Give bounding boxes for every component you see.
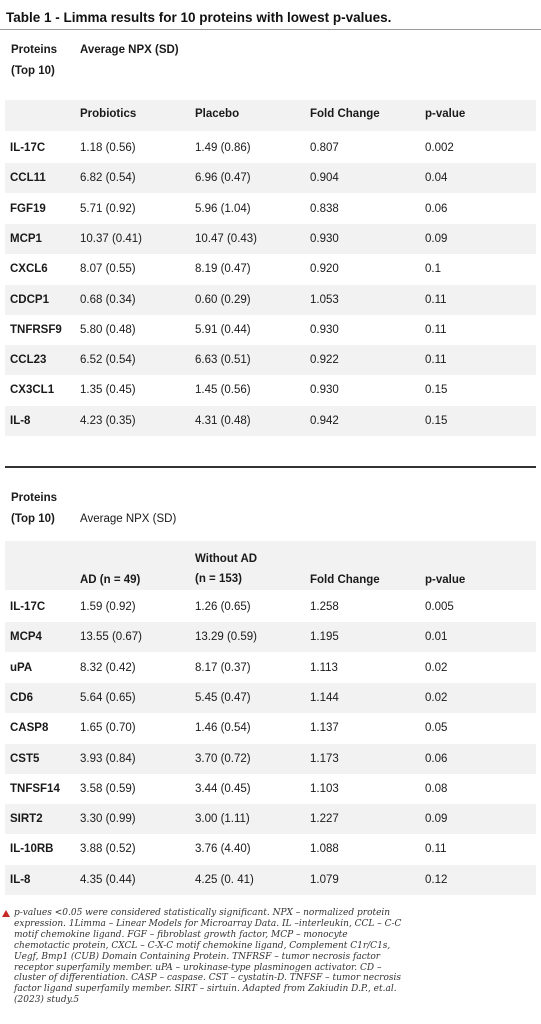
cell-p-value: 0.15 bbox=[425, 384, 448, 397]
table-row bbox=[5, 622, 536, 652]
protein-name: uPA bbox=[10, 661, 33, 674]
cell-group-a: 1.18 (0.56) bbox=[80, 142, 136, 154]
cell-fold-change: 0.930 bbox=[310, 384, 339, 397]
cell-p-value: 0.06 bbox=[425, 202, 448, 215]
table-row bbox=[5, 285, 536, 315]
cell-fold-change: 1.258 bbox=[310, 601, 339, 613]
cell-group-b: 4.31 (0.48) bbox=[195, 414, 251, 427]
protein-name: TNFRSF9 bbox=[10, 323, 62, 336]
cell-p-value: 0.12 bbox=[425, 873, 448, 886]
table-row bbox=[5, 163, 536, 193]
protein-name: MCP1 bbox=[10, 232, 42, 245]
cell-group-b: 6.96 (0.47) bbox=[195, 172, 251, 185]
cell-group-b: 5.91 (0.44) bbox=[195, 323, 251, 336]
table-row bbox=[5, 254, 536, 284]
cell-fold-change: 1.103 bbox=[310, 782, 339, 795]
table2-column-header bbox=[5, 541, 536, 590]
cell-p-value: 0.11 bbox=[425, 293, 447, 306]
protein-name: CCL11 bbox=[10, 172, 46, 185]
column-header: Without AD bbox=[195, 553, 258, 565]
cell-p-value: 0.05 bbox=[425, 722, 448, 735]
column-header: Fold Change bbox=[310, 574, 380, 586]
protein-name: CXCL6 bbox=[10, 263, 48, 276]
column-header: AD (n = 49) bbox=[80, 574, 141, 586]
table-row bbox=[5, 592, 536, 622]
cell-group-a: 1.65 (0.70) bbox=[80, 722, 136, 735]
cell-p-value: 0.11 bbox=[425, 323, 447, 336]
protein-name: MCP4 bbox=[10, 631, 42, 644]
table1-proteins-label: Proteins bbox=[11, 44, 58, 56]
table-row bbox=[5, 653, 536, 683]
protein-name: CST5 bbox=[10, 752, 40, 765]
cell-p-value: 0.09 bbox=[425, 813, 448, 826]
table-row bbox=[5, 224, 536, 254]
cell-p-value: 0.02 bbox=[425, 661, 448, 674]
cell-fold-change: 1.053 bbox=[310, 293, 339, 306]
cell-group-b: 10.47 (0.43) bbox=[195, 232, 258, 245]
cell-fold-change: 1.227 bbox=[310, 813, 339, 826]
footnote: p-values <0.05 were considered statistically significant. NPX – normalized protein expression. 1Limma – Linear Models for Microarray Data. IL –interleukin, CCL – C-C motif chemokine ligand. FGF – fibroblast growth factor, MCP – monocyte chemotactic protein, CXCL – C-X-C motif chemokine ligand, Complement C1r/C1s, Uegf, Bmp1 (CUB) Domain Containing Protein. TNFRSF – tumor necrosis factor receptor superfamily member. uPA – urokinase-type plasminogen activator. CD – cluster of differentiation. CASP – caspase. CST – cystatin-D. TNFSF – tumor necrosis factor ligand superfamily member. SIRT – sirtuin. Adapted from Zakiudin D.P., et.al. (2023) study.5 bbox=[14, 908, 402, 1006]
cell-group-b: 0.60 (0.29) bbox=[195, 293, 251, 306]
cell-group-a: 3.93 (0.84) bbox=[80, 752, 136, 765]
cell-group-b: 13.29 (0.59) bbox=[195, 631, 258, 644]
cell-group-a: 6.82 (0.54) bbox=[80, 172, 136, 185]
cell-group-a: 3.30 (0.99) bbox=[80, 813, 136, 826]
cell-p-value: 0.002 bbox=[425, 142, 454, 154]
cell-p-value: 0.11 bbox=[425, 354, 447, 367]
cell-group-a: 13.55 (0.67) bbox=[80, 631, 143, 644]
table1-column-header bbox=[5, 100, 536, 131]
table-row bbox=[5, 744, 536, 774]
table-row bbox=[5, 804, 536, 834]
protein-name: CASP8 bbox=[10, 722, 49, 735]
cell-group-a: 8.07 (0.55) bbox=[80, 263, 136, 276]
cell-group-a: 0.68 (0.34) bbox=[80, 293, 136, 306]
cell-fold-change: 1.137 bbox=[310, 722, 339, 735]
table-row bbox=[5, 713, 536, 743]
cell-group-b: 1.45 (0.56) bbox=[195, 384, 251, 397]
cell-group-b: 3.00 (1.11) bbox=[195, 813, 250, 826]
protein-name: FGF19 bbox=[10, 202, 46, 215]
cell-group-b: 3.76 (4.40) bbox=[195, 843, 251, 856]
cell-group-b: 3.70 (0.72) bbox=[195, 752, 251, 765]
cell-fold-change: 0.920 bbox=[310, 263, 339, 276]
protein-name: CD6 bbox=[10, 691, 34, 704]
cell-group-b: 8.19 (0.47) bbox=[195, 263, 251, 276]
cell-group-b: 1.49 (0.86) bbox=[195, 142, 251, 154]
cell-group-a: 3.58 (0.59) bbox=[80, 782, 136, 795]
column-header: Probiotics bbox=[80, 108, 137, 120]
cell-group-a: 1.35 (0.45) bbox=[80, 384, 136, 397]
cell-p-value: 0.08 bbox=[425, 782, 448, 795]
warning-triangle-icon bbox=[2, 910, 10, 917]
cell-fold-change: 0.930 bbox=[310, 323, 339, 336]
cell-fold-change: 0.904 bbox=[310, 172, 339, 185]
cell-group-a: 4.23 (0.35) bbox=[80, 414, 136, 427]
cell-group-a: 5.71 (0.92) bbox=[80, 202, 136, 215]
cell-group-a: 1.59 (0.92) bbox=[80, 601, 136, 613]
cell-group-b: 1.26 (0.65) bbox=[195, 601, 251, 613]
section-divider bbox=[5, 466, 536, 468]
table-row bbox=[5, 375, 536, 405]
cell-fold-change: 1.079 bbox=[310, 873, 339, 886]
cell-group-b: 4.25 (0. 41) bbox=[195, 873, 254, 886]
table-row bbox=[5, 406, 536, 436]
protein-name: CDCP1 bbox=[10, 293, 49, 306]
cell-fold-change: 0.838 bbox=[310, 202, 339, 215]
protein-name: SIRT2 bbox=[10, 813, 43, 826]
cell-p-value: 0.11 bbox=[425, 843, 447, 856]
cell-p-value: 0.09 bbox=[425, 232, 448, 245]
cell-group-b: 6.63 (0.51) bbox=[195, 354, 251, 367]
cell-group-a: 3.88 (0.52) bbox=[80, 843, 136, 856]
cell-p-value: 0.06 bbox=[425, 752, 448, 765]
cell-fold-change: 1.195 bbox=[310, 631, 339, 644]
column-header: (n = 153) bbox=[195, 573, 242, 585]
cell-group-a: 6.52 (0.54) bbox=[80, 354, 136, 367]
cell-p-value: 0.02 bbox=[425, 691, 448, 704]
cell-fold-change: 0.922 bbox=[310, 354, 339, 367]
cell-p-value: 0.15 bbox=[425, 414, 448, 427]
cell-group-a: 5.80 (0.48) bbox=[80, 323, 136, 336]
cell-fold-change: 0.930 bbox=[310, 232, 339, 245]
table-row bbox=[5, 194, 536, 224]
cell-group-b: 5.96 (1.04) bbox=[195, 202, 251, 215]
cell-fold-change: 0.807 bbox=[310, 142, 339, 154]
protein-name: IL-10RB bbox=[10, 843, 54, 856]
cell-group-a: 8.32 (0.42) bbox=[80, 661, 136, 674]
table2-top10-label: (Top 10) bbox=[11, 513, 55, 525]
title-divider bbox=[0, 29, 541, 30]
cell-p-value: 0.1 bbox=[425, 263, 441, 276]
protein-name: IL-17C bbox=[10, 601, 46, 613]
table-row bbox=[5, 133, 536, 163]
cell-p-value: 0.01 bbox=[425, 631, 448, 644]
cell-fold-change: 0.942 bbox=[310, 414, 339, 427]
cell-fold-change: 1.173 bbox=[310, 752, 339, 765]
column-header: Placebo bbox=[195, 108, 240, 120]
table-row bbox=[5, 315, 536, 345]
column-header: Fold Change bbox=[310, 108, 380, 120]
cell-group-a: 4.35 (0.44) bbox=[80, 873, 136, 886]
table-row bbox=[5, 865, 536, 895]
protein-name: IL-8 bbox=[10, 873, 31, 886]
cell-fold-change: 1.113 bbox=[310, 661, 338, 674]
protein-name: CX3CL1 bbox=[10, 384, 55, 397]
protein-name: IL-17C bbox=[10, 142, 46, 154]
cell-p-value: 0.04 bbox=[425, 172, 448, 185]
cell-group-b: 8.17 (0.37) bbox=[195, 661, 251, 674]
table2-group-header: Average NPX (SD) bbox=[80, 513, 177, 525]
cell-group-b: 3.44 (0.45) bbox=[195, 782, 251, 795]
table-row bbox=[5, 774, 536, 804]
table-title: Table 1 - Limma results for 10 proteins with lowest p-values. bbox=[6, 10, 392, 25]
cell-fold-change: 1.088 bbox=[310, 843, 339, 856]
protein-name: TNFSF14 bbox=[10, 782, 60, 795]
table2-proteins-label: Proteins bbox=[11, 492, 58, 504]
cell-group-a: 10.37 (0.41) bbox=[80, 232, 143, 245]
table-row bbox=[5, 683, 536, 713]
table1-top10-label: (Top 10) bbox=[11, 65, 55, 77]
cell-p-value: 0.005 bbox=[425, 601, 454, 613]
table-row bbox=[5, 345, 536, 375]
cell-group-a: 5.64 (0.65) bbox=[80, 691, 136, 704]
cell-group-b: 5.45 (0.47) bbox=[195, 691, 251, 704]
table-row bbox=[5, 834, 536, 864]
column-header: p-value bbox=[425, 108, 466, 120]
cell-group-b: 1.46 (0.54) bbox=[195, 722, 251, 735]
cell-fold-change: 1.144 bbox=[310, 691, 339, 704]
protein-name: IL-8 bbox=[10, 414, 31, 427]
table1-group-header: Average NPX (SD) bbox=[80, 44, 179, 56]
column-header: p-value bbox=[425, 574, 466, 586]
protein-name: CCL23 bbox=[10, 354, 47, 367]
